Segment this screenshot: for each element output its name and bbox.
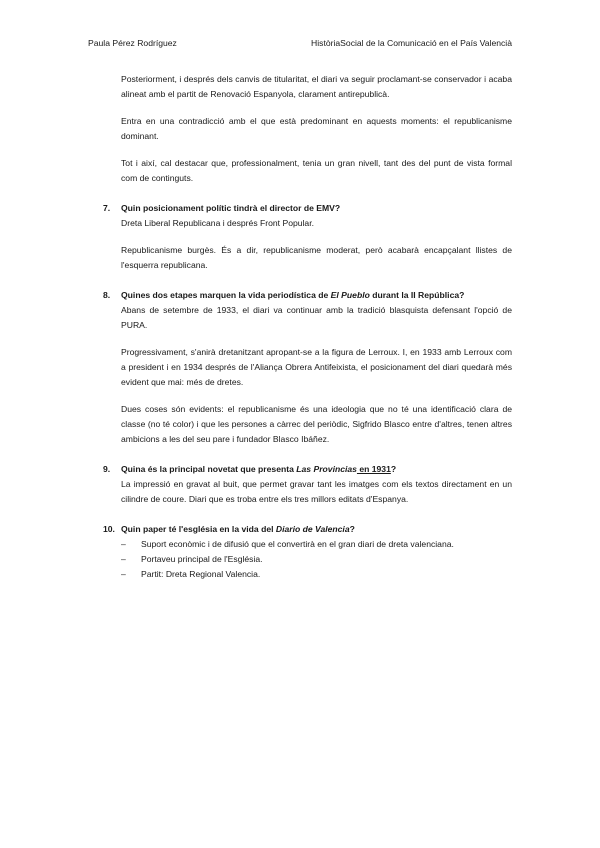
header-course-title: HistòriaSocial de la Comunicació en el País Valencià xyxy=(311,38,512,48)
answer-7-line-1: Dreta Liberal Republicana i després Front Popular. xyxy=(121,218,314,228)
question-8 xyxy=(103,288,512,447)
intro-paragraph-3: Tot i així, cal destacar que, professionalment, tenia un gran nivell, tant des del punt de vista formal com de continguts. xyxy=(121,158,512,183)
question-text: Quin paper té l'església en la vida del Diario de Valencia? xyxy=(121,524,355,534)
question-10 xyxy=(103,522,512,582)
question-9 xyxy=(103,462,512,507)
intro-paragraph-2: Entra en una contradicció amb el que està predominant en aquests moments: el republicanisme dominant. xyxy=(121,116,512,141)
intro-paragraph-1: Posteriorment, i després dels canvis de titularitat, el diari va seguir proclamant-se conservador i acaba alineat amb el partit de Renovació Espanyola, clarament antirepublicà. xyxy=(121,74,512,99)
question-7-heading xyxy=(103,201,512,216)
question-9-heading xyxy=(103,462,512,477)
question-text: Quina és la principal novetat que presenta Las Provincias en 1931? xyxy=(121,464,397,474)
answer-8-paragraph-1: Abans de setembre de 1933, el diari va continuar amb la tradició blasquista defensant l'opció de PURA. xyxy=(121,305,512,330)
question-number: 10. xyxy=(103,524,115,534)
question-number: 8. xyxy=(103,290,111,300)
answer-8-paragraph-2: Progressivament, s'anirà dretanitzant apropant-se a la figura de Lerroux. I, en 1933 amb Lerroux com a president i en 1934 després de l'Aliança Obrera Antifeixista, el posicionament del diari quedarà més evident que mai: més de dretes. xyxy=(121,347,512,387)
page-header xyxy=(88,38,512,52)
answer-8-paragraph-3: Dues coses són evidents: el republicanisme és una ideologia que no té una identificació clara de classe (no té color) i que les persones a càrrec del periòdic, Sigfrido Blasco entre d'altres, tenen altres ambicions a les del seu pare i fundador Blasco Ibáñez. xyxy=(121,404,512,444)
answer-9-paragraph-1: La impressió en gravat al buit, que permet gravar tant les imatges com els textos directament en un cilindre de coure. Diari que es troba entre els tres millors editats d'Espanya. xyxy=(121,479,512,504)
question-10-heading xyxy=(103,522,512,537)
newspaper-title: Diario de Valencia xyxy=(275,524,350,534)
newspaper-title: El Pueblo xyxy=(330,290,370,300)
question-number: 9. xyxy=(103,464,111,474)
document-body xyxy=(103,72,512,582)
question-text: Quin posicionament polític tindrà el director de EMV? xyxy=(121,203,341,213)
newspaper-title: Las Provincias xyxy=(296,464,357,474)
list-item: – Partit: Dreta Regional Valencia. xyxy=(121,567,512,582)
header-author: Paula Pérez Rodríguez xyxy=(88,38,177,48)
list-item: – Suport econòmic i de difusió que el convertirà en el gran diari de dreta valenciana. xyxy=(121,537,512,552)
question-text: Quines dos etapes marquen la vida periodística de El Pueblo durant la II República? xyxy=(121,290,465,300)
list-item: – Portaveu principal de l'Església. xyxy=(121,552,512,567)
question-number: 7. xyxy=(103,203,111,213)
answer-10-list xyxy=(121,537,512,582)
answer-7-paragraph-2: Republicanisme burgès. És a dir, republicanisme moderat, però acabarà encapçalant llistes de l'esquerra republicana. xyxy=(121,245,512,270)
question-8-heading xyxy=(103,288,512,303)
question-7 xyxy=(103,201,512,273)
